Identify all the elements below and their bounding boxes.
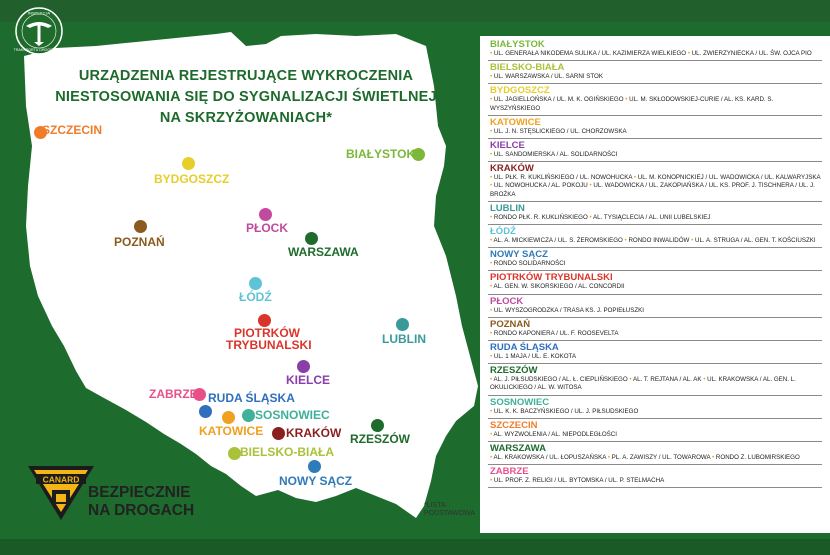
- city-label-warszawa: WARSZAWA: [288, 245, 359, 259]
- list-item: [488, 465, 822, 488]
- bullet-icon: •: [490, 430, 494, 438]
- city-label-płock: PŁOCK: [246, 221, 288, 235]
- list-streets: [490, 408, 822, 416]
- bullet-icon: •: [490, 237, 494, 245]
- bullet-icon: •: [703, 376, 708, 384]
- street-intersection: UL. ZWIERZYNIECKA / UL. ŚW. OJCA PIO: [691, 50, 812, 57]
- bullet-icon: •: [691, 237, 696, 245]
- city-dot-płock: [259, 208, 272, 221]
- list-city-name: POZNAŃ: [490, 318, 531, 330]
- list-city-name: SZCZECIN: [490, 419, 538, 431]
- bullet-icon: •: [490, 329, 494, 337]
- list-streets: [490, 376, 822, 392]
- city-label-trybunalski: TRYBUNALSKI: [226, 338, 312, 352]
- bullet-icon: •: [490, 454, 494, 462]
- street-intersection: RONDO PŁK. R. KUKLIŃSKIEGO: [493, 213, 590, 221]
- street-intersection: RONDO KAPONIERA / UL. F. ROOSEVELTA: [493, 329, 619, 337]
- footnote-line-1: *LISTA: [424, 502, 446, 509]
- street-intersection: RONDO SOLIDARNOŚCI: [493, 260, 566, 268]
- bullet-icon: •: [625, 96, 630, 104]
- city-dot-katowice: [222, 411, 235, 424]
- list-item: [488, 162, 822, 202]
- list-streets: [490, 237, 822, 245]
- city-label-katowice: KATOWICE: [199, 424, 264, 438]
- list-streets: [490, 128, 822, 136]
- bullet-icon: •: [629, 376, 633, 384]
- bullet-icon: •: [490, 50, 494, 57]
- list-city-name: RZESZÓW: [490, 365, 538, 377]
- list-item: [488, 84, 822, 115]
- list-item: [488, 116, 822, 139]
- street-intersection: UL. PŁK. R. KUKLIŃSKIEGO / UL. NOWOHUCKA: [493, 174, 634, 182]
- bullet-icon: •: [490, 174, 494, 182]
- city-label-kraków: KRAKÓW: [286, 426, 342, 440]
- bullet-icon: •: [490, 353, 494, 361]
- list-city-name: KATOWICE: [490, 116, 541, 128]
- list-city-name: BIAŁYSTOK: [490, 39, 545, 50]
- map-title: URZĄDZENIA REJESTRUJĄCE WYKROCZENIA NIESTOSOWANIA SIĘ DO SYGNALIZACJI ŚWIETLNEJ NA SKRZYŻOWANIACH*: [55, 68, 437, 126]
- inspekcja-badge-logo: [8, 6, 70, 56]
- city-dot-lublin: [396, 318, 409, 331]
- city-label-zabrze: ZABRZE: [149, 387, 198, 401]
- bullet-icon: •: [607, 454, 612, 462]
- street-intersection: AL. TYSIĄCLECIA / AL. UNII LUBELSKIEJ: [593, 213, 711, 221]
- street-intersection: UL. PROF. Z. RELIGI / UL. BYTOMSKA / UL. P. STELMACHA: [493, 477, 665, 485]
- list-streets: [490, 174, 822, 199]
- city-label-kielce: KIELCE: [286, 373, 331, 387]
- list-item: [488, 248, 822, 271]
- list-streets: [490, 151, 822, 159]
- street-intersection: UL. NOWOHUCKA / AL. POKOJU: [493, 182, 590, 190]
- list-item: [488, 202, 822, 225]
- bullet-icon: •: [624, 237, 629, 245]
- badge-text-top: INSPEKCJA: [27, 10, 51, 16]
- street-intersection: AL. J. PIŁSUDSKIEGO / AL. Ł. CIEPLIŃSKIEGO: [493, 376, 630, 384]
- bullet-icon: •: [490, 407, 494, 415]
- city-dot-kraków: [272, 427, 285, 440]
- list-city-name: SOSNOWIEC: [490, 396, 550, 408]
- street-intersection: AL. KRAKOWSKA / UL. ŁOPUSZAŃSKA: [493, 454, 608, 462]
- list-streets: [490, 353, 822, 361]
- city-label-sosnowiec: SOSNOWIEC: [255, 408, 330, 422]
- bullet-icon: •: [490, 306, 494, 314]
- list-item: [488, 225, 822, 248]
- bullet-icon: •: [490, 477, 494, 485]
- list-streets: [490, 454, 822, 462]
- city-dot-warszawa: [305, 232, 318, 245]
- list-streets: [490, 283, 822, 291]
- city-label-bydgoszcz: BYDGOSZCZ: [154, 172, 230, 186]
- street-intersection: UL. A. STRUGA / AL. GEN. T. KOŚCIUSZKI: [695, 237, 816, 245]
- list-streets: [490, 260, 822, 268]
- top-band: [0, 0, 830, 22]
- city-label-bielsko-biała: BIELSKO-BIAŁA: [240, 445, 334, 459]
- city-label-piotrków: PIOTRKÓW: [234, 326, 300, 340]
- bullet-icon: •: [490, 260, 494, 268]
- list-city-name: LUBLIN: [490, 202, 525, 214]
- list-city-name: WARSZAWA: [490, 443, 546, 455]
- street-intersection: UL. 1 MAJA / UL. E. KOKOTA: [493, 353, 576, 361]
- city-label-ruda-śląska: RUDA ŚLĄSKA: [208, 391, 295, 405]
- street-intersection: RONDO Z. LUBOMIRSKIEGO: [715, 454, 800, 462]
- city-label-szczecin: SZCZECIN: [42, 123, 102, 137]
- slogan: [88, 484, 194, 520]
- bullet-icon: •: [490, 213, 494, 221]
- city-dot-poznań: [134, 220, 147, 233]
- canard-logo-text: CANARD: [42, 474, 80, 485]
- bullet-icon: •: [490, 73, 494, 81]
- street-intersection: AL. GEN. W. SIKORSKIEGO / AL. CONCORDII: [493, 283, 625, 291]
- street-intersection: UL. WYSZOGRODZKA / TRASA KS. J. POPIEŁUSZKI: [493, 306, 645, 314]
- street-intersection: UL. K. K. BACZYŃSKIEGO / UL. J. PIŁSUDSKIEGO: [493, 407, 639, 415]
- city-dot-bydgoszcz: [182, 157, 195, 170]
- street-list: [488, 38, 822, 488]
- bullet-icon: •: [712, 454, 716, 462]
- street-intersection: RONDO INWALIDÓW: [628, 237, 692, 245]
- street-intersection: UL. WARSZAWSKA / UL. SARNI STOK: [493, 73, 603, 81]
- bottom-band: [0, 539, 830, 555]
- badge-text-bottom: TRANSPORTU DROGOWEGO: [13, 48, 65, 52]
- city-label-lublin: LUBLIN: [382, 332, 426, 346]
- street-intersection: AL. T. REJTANA / AL. AK: [632, 376, 704, 384]
- street-intersection: AL. WYZWOLENIA / AL. NIEPODLEGŁOŚCI: [493, 430, 617, 438]
- city-dot-łódź: [249, 277, 262, 290]
- city-label-białystok: BIAŁYSTOK: [346, 147, 416, 161]
- bullet-icon: •: [490, 182, 494, 190]
- city-label-poznań: POZNAŃ: [114, 235, 165, 249]
- list-streets: [490, 214, 822, 222]
- city-dot-sosnowiec: [242, 409, 255, 422]
- bullet-icon: •: [687, 50, 692, 57]
- list-item: [488, 364, 822, 395]
- footnote-line-2: PODSTAWOWA: [424, 510, 476, 517]
- map-panel: [13, 26, 486, 533]
- list-city-name: NOWY SĄCZ: [490, 249, 548, 261]
- bullet-icon: •: [490, 283, 494, 291]
- list-item: [488, 442, 822, 465]
- street-intersection: UL. M. SKŁODOWSKIEJ-CURIE / AL. KS. KARD. S. WYSZYŃSKIEGO: [490, 96, 774, 112]
- footnote: [424, 502, 475, 518]
- list-streets: [490, 477, 822, 485]
- city-label-łódź: ŁÓDŹ: [239, 290, 272, 304]
- bullet-icon: •: [490, 151, 494, 159]
- list-item: [488, 61, 822, 84]
- list-city-name: PŁOCK: [490, 295, 524, 307]
- list-streets: [490, 96, 822, 112]
- street-intersection: UL. J. N. STĘSLICKIEGO / UL. CHORZOWSKA: [493, 127, 627, 135]
- list-item: [488, 271, 822, 294]
- bullet-icon: •: [490, 127, 494, 135]
- list-streets: [490, 307, 822, 315]
- city-dot-nowy-sącz: [308, 460, 321, 473]
- list-item: [488, 341, 822, 364]
- street-intersection: UL. WADOWICKA / UL. ZAKOPIAŃSKA / UL. KS. PROF. J. TISCHNERA / UL. J. BROŻKA: [490, 182, 815, 198]
- list-city-name: RUDA ŚLĄSKA: [490, 342, 559, 354]
- list-city-name: BIELSKO-BIAŁA: [490, 62, 565, 74]
- city-label-rzeszów: RZESZÓW: [350, 432, 410, 446]
- street-intersection: UL. M. KONOPNICKIEJ / UL. WADOWICKA / UL. KALWARYJSKA: [637, 174, 821, 182]
- list-city-name: KIELCE: [490, 140, 525, 152]
- list-streets: [490, 431, 822, 439]
- list-item: [488, 38, 822, 61]
- list-item: [488, 295, 822, 318]
- list-item: [488, 396, 822, 419]
- list-city-name: BYDGOSZCZ: [490, 85, 550, 97]
- bullet-icon: •: [589, 213, 594, 221]
- list-item: [488, 318, 822, 341]
- list-city-name: KRAKÓW: [490, 163, 534, 175]
- street-intersection: UL. JAGIELLOŃSKA / UL. M. K. OGIŃSKIEGO: [493, 96, 626, 104]
- city-dot-kielce: [297, 360, 310, 373]
- list-city-name: ZABRZE: [490, 466, 529, 478]
- street-intersection: UL. GENERAŁA NIKODEMA SULIKA / UL. KAZIMIERZA WIELKIEGO: [493, 50, 688, 57]
- bullet-icon: •: [490, 376, 494, 384]
- city-label-nowy-sącz: NOWY SĄCZ: [279, 474, 353, 488]
- list-streets: [490, 330, 822, 338]
- list-city-name: PIOTRKÓW TRYBUNALSKI: [490, 272, 613, 284]
- street-intersection: UL. SANDOMIERSKA / AL. SOLIDARNOŚCI: [493, 151, 618, 159]
- canard-logo: [26, 464, 96, 522]
- city-dot-rzeszów: [371, 419, 384, 432]
- bullet-icon: •: [490, 96, 494, 104]
- list-item: [488, 139, 822, 162]
- bullet-icon: •: [633, 174, 638, 182]
- bullet-icon: •: [589, 182, 594, 190]
- street-intersection: PL. A. ZAWISZY / UL. TOWAROWA: [611, 454, 713, 462]
- street-intersection: AL. A. MICKIEWICZA / UL. S. ŻEROMSKIEGO: [493, 237, 625, 245]
- street-intersection: UL. KRAKOWSKA / AL. GEN. L. OKULICKIEGO / AL. W. WITOSA: [490, 376, 796, 392]
- list-item: [488, 419, 822, 442]
- slogan-line-2: NA DROGACH: [88, 502, 195, 519]
- city-dot-ruda-śląska: [199, 405, 212, 418]
- list-city-name: ŁÓDŹ: [490, 226, 516, 238]
- list-streets: [490, 50, 822, 58]
- slogan-line-1: BEZPIECZNIE: [88, 484, 191, 501]
- list-streets: [490, 73, 822, 81]
